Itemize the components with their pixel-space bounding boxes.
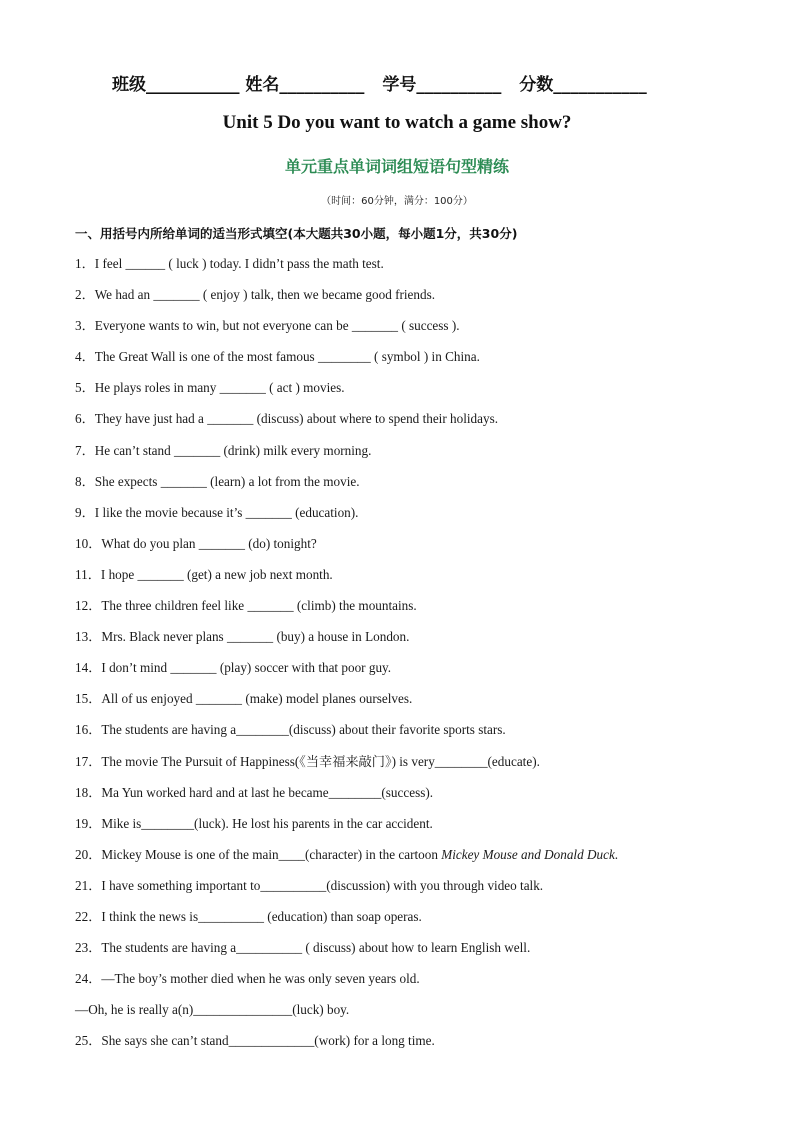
question-item: 7．He can’t stand _______ (drink) milk every morning.: [75, 442, 372, 458]
page-title: Unit 5 Do you want to watch a game show?: [222, 112, 572, 133]
score-field: 分数___________: [519, 75, 647, 95]
question-item: 10．What do you plan _______ (do) tonight?: [75, 535, 317, 551]
question-item: —Oh, he is really a(n)_______________(luck) boy.: [75, 1002, 350, 1018]
question-item: 19．Mike is________(luck). He lost his parents in the car accident.: [75, 815, 433, 831]
time-note: （时间：60分钟，满分：100分）: [321, 196, 473, 207]
student-info-line: [112, 70, 692, 95]
question-item: 16．The students are having a________(discuss) about their favorite sports stars.: [75, 722, 506, 738]
question-item: 12．The three children feel like _______ (climb) the mountains.: [75, 598, 417, 614]
question-item: 11．I hope _______ (get) a new job next month.: [75, 566, 333, 582]
question-item: 2．We had an _______ ( enjoy ) talk, then we became good friends.: [75, 287, 436, 303]
question-item: 25．She says she can’t stand_____________(work) for a long time.: [75, 1033, 435, 1049]
section-heading: 一、用括号内所给单词的适当形式填空(本大题共30小题，每小题1分，共30分): [75, 226, 518, 241]
question-item: 5．He plays roles in many _______ ( act ) movies.: [75, 380, 345, 396]
question-list: [75, 254, 735, 1062]
question-item: 9．I like the movie because it’s _______ (education).: [75, 504, 359, 520]
question-item: 15．All of us enjoyed _______ (make) model planes ourselves.: [75, 691, 413, 707]
question-item: [75, 845, 735, 876]
number-field: 学号__________: [382, 75, 502, 95]
question-item: 3．Everyone wants to win, but not everyone can be _______ ( success ).: [75, 318, 460, 334]
class-field: 班级___________: [112, 75, 240, 95]
name-field: 姓名__________: [245, 75, 365, 95]
question-text: .: [614, 846, 619, 862]
question-item: 6．They have just had a _______ (discuss) about where to spend their holidays.: [75, 411, 499, 427]
question-item: 24．—The boy’s mother died when he was only seven years old.: [75, 971, 420, 987]
question-item: 13．Mrs. Black never plans _______ (buy) a house in London.: [75, 629, 410, 645]
question-item: 23．The students are having a__________ ( discuss) about how to learn English well.: [75, 940, 531, 956]
question-item: 22．I think the news is__________ (education) than soap operas.: [75, 908, 422, 924]
page-subtitle: 单元重点单词词组短语句型精练: [284, 157, 509, 176]
question-item: 1．I feel ______ ( luck ) today. I didn’t pass the math test.: [75, 256, 384, 271]
question-italic-title: Mickey Mouse and Donald Duck: [441, 846, 615, 862]
question-item: 8．She expects _______ (learn) a lot from the movie.: [75, 473, 360, 489]
question-item: 17．The movie The Pursuit of Happiness(《当幸福来敲门》) is very________(educate).: [75, 753, 540, 769]
question-item: 21．I have something important to__________(discussion) with you through video talk.: [75, 877, 544, 893]
question-item: 14．I don’t mind _______ (play) soccer with that poor guy.: [75, 660, 392, 676]
question-item: 4．The Great Wall is one of the most famous ________ ( symbol ) in China.: [75, 349, 480, 365]
question-text: 20．Mickey Mouse is one of the main____(character) in the cartoon: [75, 846, 442, 862]
question-item: 18．Ma Yun worked hard and at last he became________(success).: [75, 784, 434, 800]
